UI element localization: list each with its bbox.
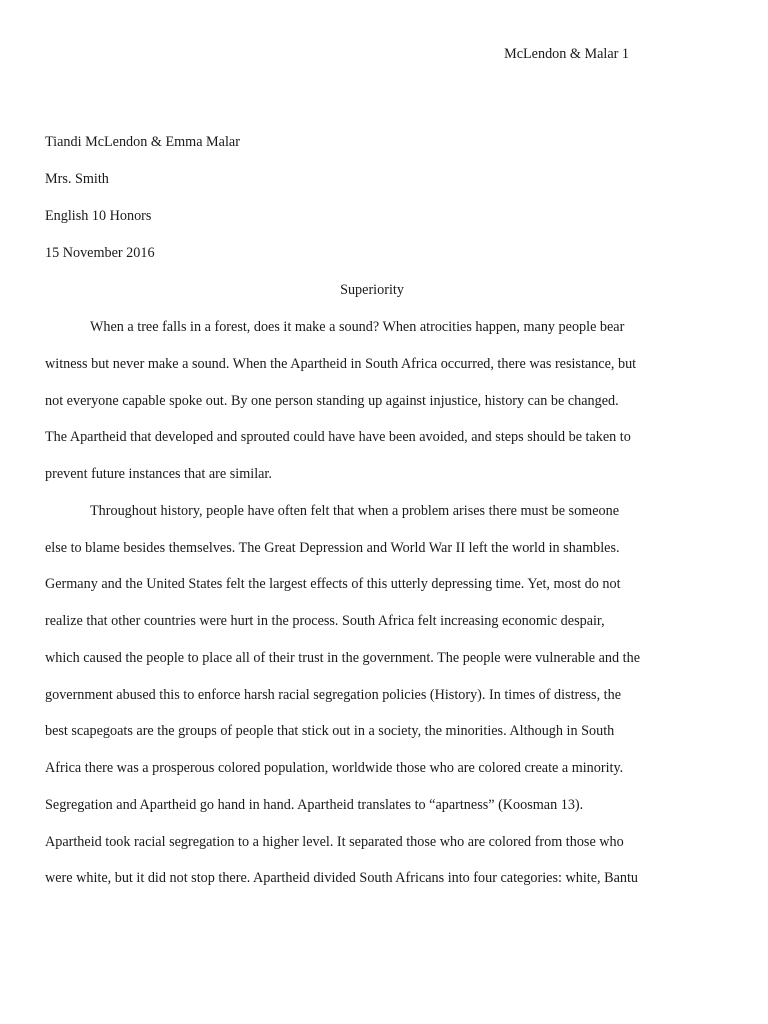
mla-heading: [45, 132, 240, 280]
body-line: else to blame besides themselves. The Great Depression and World War II left the world in shambles.: [45, 539, 620, 556]
body-line: not everyone capable spoke out. By one person standing up against injustice, history can be changed.: [45, 392, 619, 409]
body-line: Throughout history, people have often felt that when a problem arises there must be someone: [90, 502, 619, 519]
author-names: Tiandi McLendon & Emma Malar: [45, 134, 240, 150]
body-line: realize that other countries were hurt in the process. South Africa felt increasing economic despair,: [45, 613, 605, 629]
body-line: The Apartheid that developed and sprouted could have have been avoided, and steps should be taken to: [45, 429, 631, 446]
running-head: McLendon & Malar 1: [504, 46, 629, 62]
body-line: prevent future instances that are similar.: [45, 466, 272, 482]
course-name: English 10 Honors: [45, 208, 152, 224]
body-line: best scapegoats are the groups of people that stick out in a society, the minorities. Although in South: [45, 723, 615, 740]
body-line: Apartheid took racial segregation to a higher level. It separated those who are colored from those who: [45, 833, 624, 850]
body-line: were white, but it did not stop there. Apartheid divided South Africans into four categories: white, Bantu: [45, 870, 638, 887]
body-line: government abused this to enforce harsh racial segregation policies (History). In times of distress, the: [45, 686, 622, 703]
body-line: witness but never make a sound. When the Apartheid in South Africa occurred, there was resistance, but: [45, 355, 637, 372]
body-line: Germany and the United States felt the largest effects of this utterly depressing time. Yet, most do not: [45, 576, 621, 593]
essay-title: Superiority: [340, 282, 404, 298]
body-line: When a tree falls in a forest, does it make a sound? When atrocities happen, many people bear: [90, 319, 625, 335]
body-line: Segregation and Apartheid go hand in hand. Apartheid translates to “apartness” (Koosman 13).: [45, 796, 584, 813]
body-line: Africa there was a prosperous colored population, worldwide those who are colored create a minority.: [45, 760, 624, 776]
date: 15 November 2016: [45, 245, 155, 261]
teacher-name: Mrs. Smith: [45, 171, 109, 187]
body-line: which caused the people to place all of their trust in the government. The people were vulnerable and the: [45, 649, 641, 666]
essay-body: [45, 317, 745, 905]
